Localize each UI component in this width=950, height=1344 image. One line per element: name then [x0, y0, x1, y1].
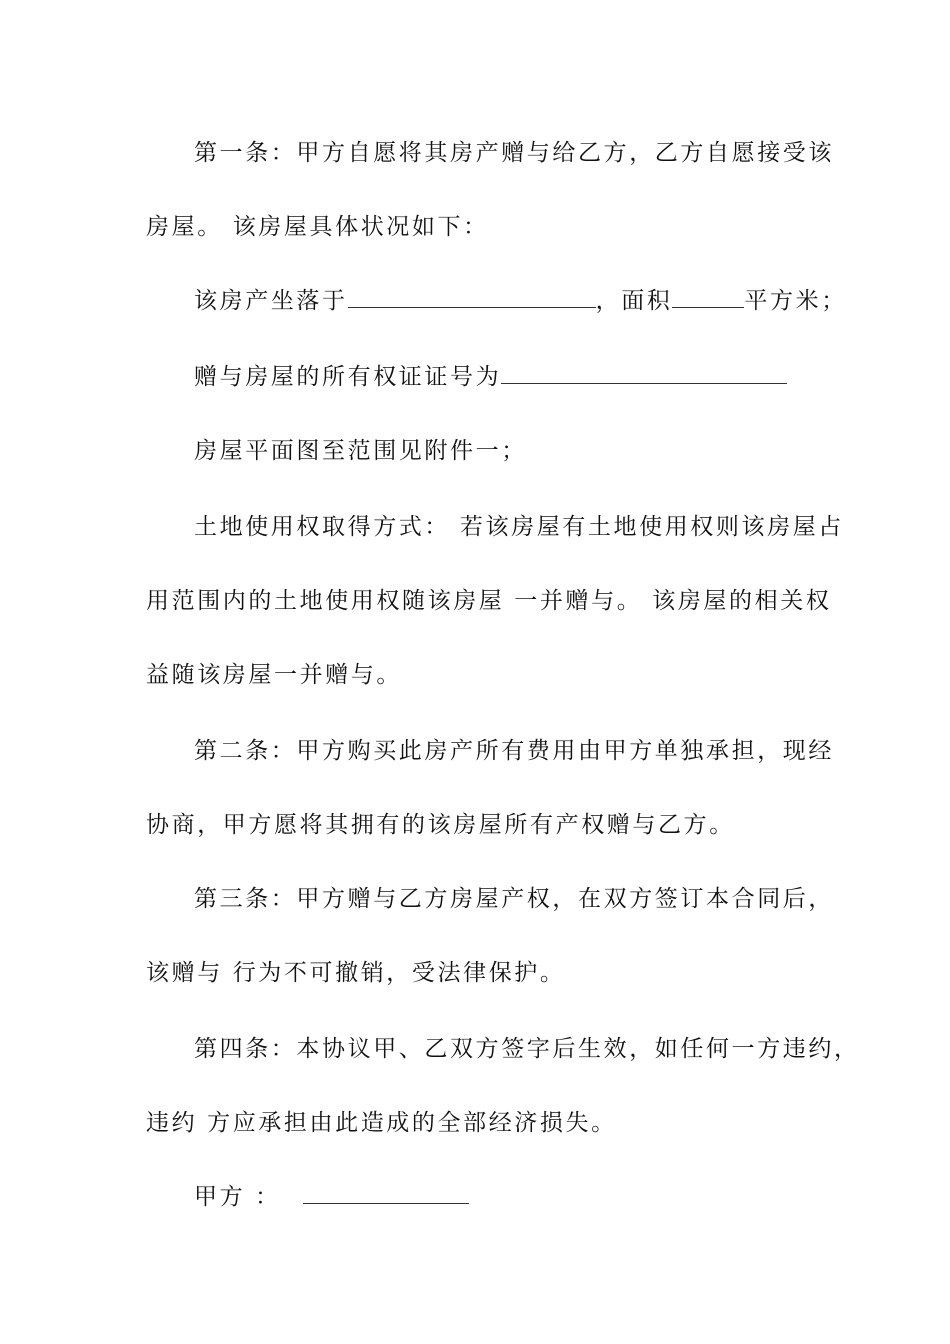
article4-line2: 违约 方应承担由此造成的全部经济损失。 — [146, 1110, 617, 1136]
location-line — [194, 286, 847, 316]
article3-line2: 该赠与 行为不可撤销，受法律保护。 — [146, 960, 566, 986]
location-prefix: 该房产坐落于 — [194, 288, 348, 314]
area-unit: 平方米； — [744, 288, 847, 314]
article2-line2: 协商，甲方愿将其拥有的该房屋所有产权赠与乙方。 — [146, 812, 735, 838]
land-right-line1: 土地使用权取得方式： 若该房屋有土地使用权则该房屋占 — [194, 514, 844, 540]
land-right-line2: 用范围内的土地使用权随该房屋 一并赠与。 该房屋的相关权 — [146, 588, 832, 614]
certificate-blank — [501, 363, 787, 384]
party-a-signature-blank[interactable] — [303, 1183, 469, 1204]
area-blank — [672, 287, 744, 308]
party-a-signature-line — [194, 1182, 469, 1212]
floorplan-line: 房屋平面图至范围见附件一； — [194, 438, 527, 464]
land-right-line3: 益随该房屋一并赠与。 — [146, 662, 402, 688]
certificate-line — [194, 362, 787, 392]
area-label: ，面积 — [595, 288, 673, 314]
party-a-label: 甲方 ： — [194, 1184, 281, 1210]
certificate-label: 赠与房屋的所有权证证号为 — [194, 364, 502, 390]
article4-line1: 第四条：本协议甲、乙双方签字后生效，如任何一方违约， — [194, 1036, 860, 1062]
address-blank — [348, 287, 596, 308]
article1-line2: 房屋。 该房屋具体状况如下： — [146, 214, 489, 240]
article1-line1: 第一条：甲方自愿将其房产赠与给乙方，乙方自愿接受该 — [194, 140, 834, 166]
article3-line1: 第三条：甲方赠与乙方房屋产权，在双方签订本合同后， — [194, 886, 834, 912]
article2-line1: 第二条：甲方购买此房产所有费用由甲方单独承担，现经 — [194, 738, 834, 764]
